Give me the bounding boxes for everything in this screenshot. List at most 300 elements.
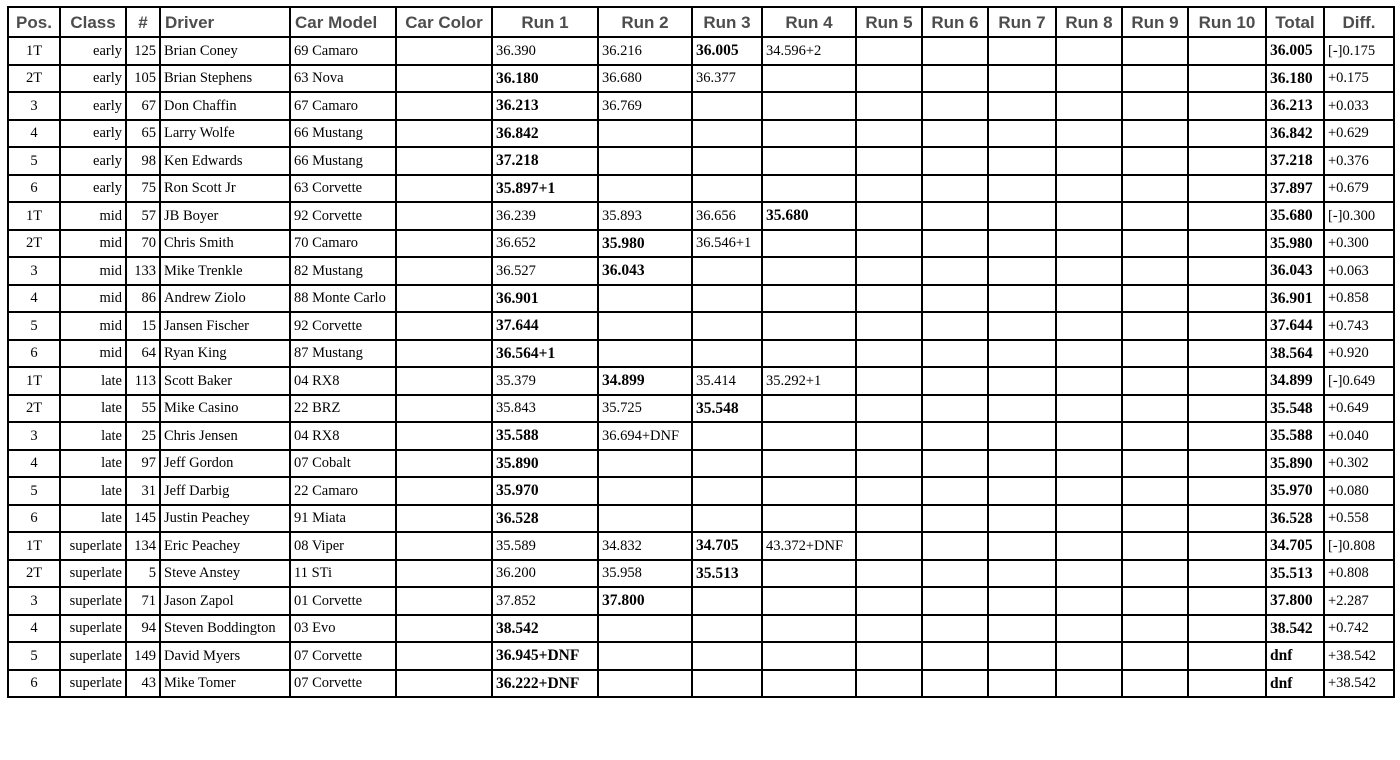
header-class[interactable]: Class <box>60 7 126 37</box>
cell-run-9 <box>1122 312 1188 340</box>
cell-car-color <box>396 450 492 478</box>
cell-run-3: 36.546+1 <box>692 230 762 258</box>
cell-run-4 <box>762 642 856 670</box>
cell-run-5 <box>856 92 922 120</box>
cell-car-color <box>396 505 492 533</box>
cell-run-9 <box>1122 120 1188 148</box>
cell-total: 34.899 <box>1266 367 1324 395</box>
cell-run-3: 35.513 <box>692 560 762 588</box>
cell-run-9 <box>1122 477 1188 505</box>
cell-run-2 <box>598 505 692 533</box>
cell-run-1: 35.890 <box>492 450 598 478</box>
cell-car-model: 63 Corvette <box>290 175 396 203</box>
cell-position: 6 <box>8 505 60 533</box>
cell-car-color <box>396 587 492 615</box>
cell-car-color <box>396 312 492 340</box>
cell-run-1: 36.652 <box>492 230 598 258</box>
cell-run-3: 36.377 <box>692 65 762 93</box>
cell-run-9 <box>1122 450 1188 478</box>
cell-run-7 <box>988 257 1056 285</box>
cell-position: 4 <box>8 285 60 313</box>
cell-run-7 <box>988 587 1056 615</box>
cell-run-3: 36.005 <box>692 37 762 65</box>
table-row <box>8 615 1394 643</box>
cell-driver: Steve Anstey <box>160 560 290 588</box>
cell-car-model: 04 RX8 <box>290 422 396 450</box>
cell-run-5 <box>856 615 922 643</box>
cell-run-10 <box>1188 65 1266 93</box>
cell-position: 1T <box>8 37 60 65</box>
cell-diff: +0.040 <box>1324 422 1394 450</box>
cell-run-7 <box>988 450 1056 478</box>
cell-run-4 <box>762 285 856 313</box>
cell-class: mid <box>60 340 126 368</box>
cell-position: 2T <box>8 560 60 588</box>
cell-diff: +0.558 <box>1324 505 1394 533</box>
cell-run-1: 35.589 <box>492 532 598 560</box>
cell-driver: Steven Boddington <box>160 615 290 643</box>
cell-run-6 <box>922 560 988 588</box>
cell-run-9 <box>1122 202 1188 230</box>
cell-run-4 <box>762 175 856 203</box>
cell-car-number: 65 <box>126 120 160 148</box>
cell-run-8 <box>1056 340 1122 368</box>
cell-run-5 <box>856 230 922 258</box>
cell-run-5 <box>856 257 922 285</box>
cell-diff: [-]0.808 <box>1324 532 1394 560</box>
cell-car-color <box>396 642 492 670</box>
cell-position: 1T <box>8 367 60 395</box>
cell-run-5 <box>856 175 922 203</box>
cell-run-8 <box>1056 395 1122 423</box>
header-run-6[interactable]: Run 6 <box>922 7 988 37</box>
cell-run-6 <box>922 615 988 643</box>
cell-run-7 <box>988 37 1056 65</box>
cell-run-1: 38.542 <box>492 615 598 643</box>
cell-car-color <box>396 257 492 285</box>
cell-car-model: 01 Corvette <box>290 587 396 615</box>
cell-run-7 <box>988 560 1056 588</box>
cell-car-number: 57 <box>126 202 160 230</box>
cell-total: 36.842 <box>1266 120 1324 148</box>
cell-car-color <box>396 120 492 148</box>
cell-run-8 <box>1056 450 1122 478</box>
cell-car-color <box>396 532 492 560</box>
cell-run-10 <box>1188 92 1266 120</box>
cell-total: 35.890 <box>1266 450 1324 478</box>
cell-run-2: 36.769 <box>598 92 692 120</box>
cell-run-3 <box>692 615 762 643</box>
cell-run-9 <box>1122 285 1188 313</box>
cell-position: 6 <box>8 340 60 368</box>
cell-driver: Chris Smith <box>160 230 290 258</box>
cell-run-6 <box>922 642 988 670</box>
cell-car-number: 55 <box>126 395 160 423</box>
table-row <box>8 505 1394 533</box>
cell-run-6 <box>922 340 988 368</box>
cell-run-7 <box>988 422 1056 450</box>
cell-run-8 <box>1056 120 1122 148</box>
cell-total: 37.644 <box>1266 312 1324 340</box>
header-run-3[interactable]: Run 3 <box>692 7 762 37</box>
cell-class: early <box>60 175 126 203</box>
cell-run-9 <box>1122 422 1188 450</box>
cell-run-7 <box>988 65 1056 93</box>
cell-run-4 <box>762 615 856 643</box>
cell-run-1: 37.852 <box>492 587 598 615</box>
cell-class: early <box>60 65 126 93</box>
cell-position: 4 <box>8 450 60 478</box>
cell-total: 35.970 <box>1266 477 1324 505</box>
cell-run-5 <box>856 587 922 615</box>
cell-run-1: 35.897+1 <box>492 175 598 203</box>
cell-run-5 <box>856 340 922 368</box>
cell-run-5 <box>856 367 922 395</box>
cell-run-4 <box>762 422 856 450</box>
cell-car-model: 91 Miata <box>290 505 396 533</box>
cell-run-5 <box>856 670 922 698</box>
cell-run-7 <box>988 92 1056 120</box>
cell-run-2 <box>598 670 692 698</box>
cell-class: mid <box>60 230 126 258</box>
cell-run-5 <box>856 477 922 505</box>
cell-run-3: 35.548 <box>692 395 762 423</box>
cell-car-color <box>396 37 492 65</box>
cell-diff: +0.920 <box>1324 340 1394 368</box>
cell-run-3: 35.414 <box>692 367 762 395</box>
cell-run-4 <box>762 560 856 588</box>
header-run-9[interactable]: Run 9 <box>1122 7 1188 37</box>
cell-car-model: 08 Viper <box>290 532 396 560</box>
cell-car-color <box>396 422 492 450</box>
cell-run-1: 36.527 <box>492 257 598 285</box>
cell-run-9 <box>1122 560 1188 588</box>
cell-run-8 <box>1056 147 1122 175</box>
cell-run-6 <box>922 532 988 560</box>
cell-run-5 <box>856 37 922 65</box>
cell-run-2 <box>598 175 692 203</box>
cell-total: dnf <box>1266 642 1324 670</box>
cell-run-10 <box>1188 312 1266 340</box>
cell-run-9 <box>1122 230 1188 258</box>
cell-diff: +0.300 <box>1324 230 1394 258</box>
cell-run-3: 34.705 <box>692 532 762 560</box>
cell-car-model: 92 Corvette <box>290 312 396 340</box>
cell-car-number: 97 <box>126 450 160 478</box>
cell-run-6 <box>922 587 988 615</box>
cell-car-model: 69 Camaro <box>290 37 396 65</box>
cell-run-6 <box>922 422 988 450</box>
cell-driver: Jansen Fischer <box>160 312 290 340</box>
table-row <box>8 65 1394 93</box>
header-car-model[interactable]: Car Model <box>290 7 396 37</box>
cell-car-number: 133 <box>126 257 160 285</box>
cell-run-1: 36.901 <box>492 285 598 313</box>
cell-total: 35.588 <box>1266 422 1324 450</box>
cell-run-6 <box>922 257 988 285</box>
cell-position: 2T <box>8 395 60 423</box>
cell-run-2: 36.216 <box>598 37 692 65</box>
cell-run-10 <box>1188 532 1266 560</box>
cell-run-5 <box>856 202 922 230</box>
cell-position: 6 <box>8 670 60 698</box>
cell-car-color <box>396 175 492 203</box>
cell-run-8 <box>1056 37 1122 65</box>
cell-car-model: 63 Nova <box>290 65 396 93</box>
cell-total: 38.564 <box>1266 340 1324 368</box>
cell-run-5 <box>856 450 922 478</box>
cell-driver: David Myers <box>160 642 290 670</box>
cell-driver: Jeff Gordon <box>160 450 290 478</box>
cell-diff: +0.649 <box>1324 395 1394 423</box>
cell-position: 3 <box>8 257 60 285</box>
results-table <box>7 6 1395 698</box>
cell-run-2 <box>598 615 692 643</box>
cell-run-8 <box>1056 587 1122 615</box>
table-row <box>8 587 1394 615</box>
cell-run-8 <box>1056 202 1122 230</box>
cell-run-3 <box>692 120 762 148</box>
cell-driver: Mike Tomer <box>160 670 290 698</box>
cell-run-1: 36.239 <box>492 202 598 230</box>
cell-run-4 <box>762 312 856 340</box>
cell-run-8 <box>1056 257 1122 285</box>
cell-run-1: 36.564+1 <box>492 340 598 368</box>
header-pos[interactable]: Pos. <box>8 7 60 37</box>
cell-car-color <box>396 147 492 175</box>
cell-total: 36.005 <box>1266 37 1324 65</box>
cell-run-5 <box>856 395 922 423</box>
cell-run-8 <box>1056 367 1122 395</box>
cell-run-5 <box>856 147 922 175</box>
cell-run-10 <box>1188 257 1266 285</box>
cell-run-2 <box>598 312 692 340</box>
cell-position: 5 <box>8 312 60 340</box>
cell-driver: Mike Trenkle <box>160 257 290 285</box>
cell-car-number: 94 <box>126 615 160 643</box>
cell-run-2 <box>598 120 692 148</box>
cell-run-8 <box>1056 615 1122 643</box>
cell-run-9 <box>1122 367 1188 395</box>
cell-run-3 <box>692 175 762 203</box>
cell-car-model: 87 Mustang <box>290 340 396 368</box>
cell-run-1: 36.842 <box>492 120 598 148</box>
cell-class: early <box>60 92 126 120</box>
cell-position: 5 <box>8 477 60 505</box>
cell-run-4 <box>762 120 856 148</box>
cell-run-8 <box>1056 670 1122 698</box>
cell-run-8 <box>1056 532 1122 560</box>
cell-diff: +0.376 <box>1324 147 1394 175</box>
cell-run-2: 34.832 <box>598 532 692 560</box>
cell-class: late <box>60 367 126 395</box>
cell-car-model: 22 Camaro <box>290 477 396 505</box>
cell-run-10 <box>1188 202 1266 230</box>
cell-run-10 <box>1188 477 1266 505</box>
header-run-4[interactable]: Run 4 <box>762 7 856 37</box>
cell-run-9 <box>1122 92 1188 120</box>
cell-car-color <box>396 477 492 505</box>
cell-run-6 <box>922 395 988 423</box>
cell-run-3 <box>692 450 762 478</box>
cell-class: mid <box>60 202 126 230</box>
cell-total: 36.528 <box>1266 505 1324 533</box>
cell-run-1: 37.218 <box>492 147 598 175</box>
cell-run-10 <box>1188 505 1266 533</box>
table-row <box>8 395 1394 423</box>
cell-run-9 <box>1122 615 1188 643</box>
cell-car-model: 07 Corvette <box>290 670 396 698</box>
cell-position: 3 <box>8 92 60 120</box>
cell-diff: +0.743 <box>1324 312 1394 340</box>
header-total[interactable]: Total <box>1266 7 1324 37</box>
cell-car-model: 03 Evo <box>290 615 396 643</box>
cell-run-5 <box>856 422 922 450</box>
cell-run-1: 36.180 <box>492 65 598 93</box>
cell-run-6 <box>922 505 988 533</box>
cell-run-5 <box>856 285 922 313</box>
cell-driver: Justin Peachey <box>160 505 290 533</box>
cell-run-1: 36.390 <box>492 37 598 65</box>
header-run-10[interactable]: Run 10 <box>1188 7 1266 37</box>
cell-run-9 <box>1122 147 1188 175</box>
cell-run-6 <box>922 147 988 175</box>
cell-total: 36.213 <box>1266 92 1324 120</box>
cell-driver: Larry Wolfe <box>160 120 290 148</box>
header-run-1[interactable]: Run 1 <box>492 7 598 37</box>
cell-car-color <box>396 615 492 643</box>
cell-run-3 <box>692 340 762 368</box>
cell-total: 36.180 <box>1266 65 1324 93</box>
header-run-8[interactable]: Run 8 <box>1056 7 1122 37</box>
cell-diff: +38.542 <box>1324 642 1394 670</box>
header-run-7[interactable]: Run 7 <box>988 7 1056 37</box>
header-diff[interactable]: Diff. <box>1324 7 1394 37</box>
cell-driver: Eric Peachey <box>160 532 290 560</box>
cell-run-5 <box>856 312 922 340</box>
cell-class: late <box>60 477 126 505</box>
cell-total: 36.901 <box>1266 285 1324 313</box>
cell-run-4 <box>762 477 856 505</box>
cell-run-9 <box>1122 532 1188 560</box>
cell-run-9 <box>1122 340 1188 368</box>
cell-run-2: 37.800 <box>598 587 692 615</box>
cell-run-3 <box>692 422 762 450</box>
cell-position: 5 <box>8 642 60 670</box>
cell-run-10 <box>1188 285 1266 313</box>
cell-car-number: 70 <box>126 230 160 258</box>
cell-run-1: 36.200 <box>492 560 598 588</box>
cell-total: 35.548 <box>1266 395 1324 423</box>
cell-run-6 <box>922 65 988 93</box>
cell-car-number: 25 <box>126 422 160 450</box>
cell-driver: Ken Edwards <box>160 147 290 175</box>
cell-run-8 <box>1056 92 1122 120</box>
cell-run-8 <box>1056 230 1122 258</box>
cell-car-color <box>396 395 492 423</box>
cell-car-number: 145 <box>126 505 160 533</box>
cell-run-4 <box>762 92 856 120</box>
cell-run-9 <box>1122 175 1188 203</box>
cell-position: 3 <box>8 587 60 615</box>
cell-run-7 <box>988 147 1056 175</box>
table-row <box>8 175 1394 203</box>
cell-car-color <box>396 670 492 698</box>
table-row <box>8 532 1394 560</box>
cell-total: 35.513 <box>1266 560 1324 588</box>
cell-run-9 <box>1122 670 1188 698</box>
cell-diff: +0.063 <box>1324 257 1394 285</box>
header-run-2[interactable]: Run 2 <box>598 7 692 37</box>
cell-run-7 <box>988 505 1056 533</box>
cell-position: 4 <box>8 615 60 643</box>
table-row <box>8 230 1394 258</box>
cell-class: late <box>60 505 126 533</box>
header-driver[interactable]: Driver <box>160 7 290 37</box>
cell-total: 36.043 <box>1266 257 1324 285</box>
cell-run-3 <box>692 587 762 615</box>
cell-run-7 <box>988 312 1056 340</box>
cell-run-4: 43.372+DNF <box>762 532 856 560</box>
cell-run-4 <box>762 65 856 93</box>
cell-run-6 <box>922 230 988 258</box>
table-row <box>8 450 1394 478</box>
cell-run-6 <box>922 92 988 120</box>
cell-car-color <box>396 560 492 588</box>
cell-total: 37.800 <box>1266 587 1324 615</box>
cell-run-10 <box>1188 395 1266 423</box>
cell-car-number: 5 <box>126 560 160 588</box>
table-row <box>8 147 1394 175</box>
cell-run-4 <box>762 147 856 175</box>
table-row <box>8 202 1394 230</box>
cell-run-10 <box>1188 340 1266 368</box>
header-car-color[interactable]: Car Color <box>396 7 492 37</box>
cell-total: dnf <box>1266 670 1324 698</box>
cell-run-10 <box>1188 367 1266 395</box>
cell-diff: [-]0.649 <box>1324 367 1394 395</box>
cell-car-model: 67 Camaro <box>290 92 396 120</box>
table-row <box>8 477 1394 505</box>
cell-car-model: 66 Mustang <box>290 147 396 175</box>
cell-car-model: 04 RX8 <box>290 367 396 395</box>
cell-position: 4 <box>8 120 60 148</box>
cell-run-1: 35.843 <box>492 395 598 423</box>
cell-run-2: 34.899 <box>598 367 692 395</box>
cell-run-7 <box>988 670 1056 698</box>
header-num[interactable]: # <box>126 7 160 37</box>
cell-car-number: 125 <box>126 37 160 65</box>
cell-run-6 <box>922 37 988 65</box>
cell-class: superlate <box>60 560 126 588</box>
table-row <box>8 285 1394 313</box>
cell-run-7 <box>988 477 1056 505</box>
cell-diff: [-]0.300 <box>1324 202 1394 230</box>
cell-diff: +0.858 <box>1324 285 1394 313</box>
cell-run-5 <box>856 642 922 670</box>
cell-run-10 <box>1188 587 1266 615</box>
header-run-5[interactable]: Run 5 <box>856 7 922 37</box>
cell-run-1: 35.970 <box>492 477 598 505</box>
cell-driver: Chris Jensen <box>160 422 290 450</box>
table-row <box>8 422 1394 450</box>
cell-driver: Don Chaffin <box>160 92 290 120</box>
cell-driver: JB Boyer <box>160 202 290 230</box>
cell-car-number: 67 <box>126 92 160 120</box>
cell-car-model: 07 Cobalt <box>290 450 396 478</box>
cell-class: early <box>60 147 126 175</box>
cell-car-number: 134 <box>126 532 160 560</box>
